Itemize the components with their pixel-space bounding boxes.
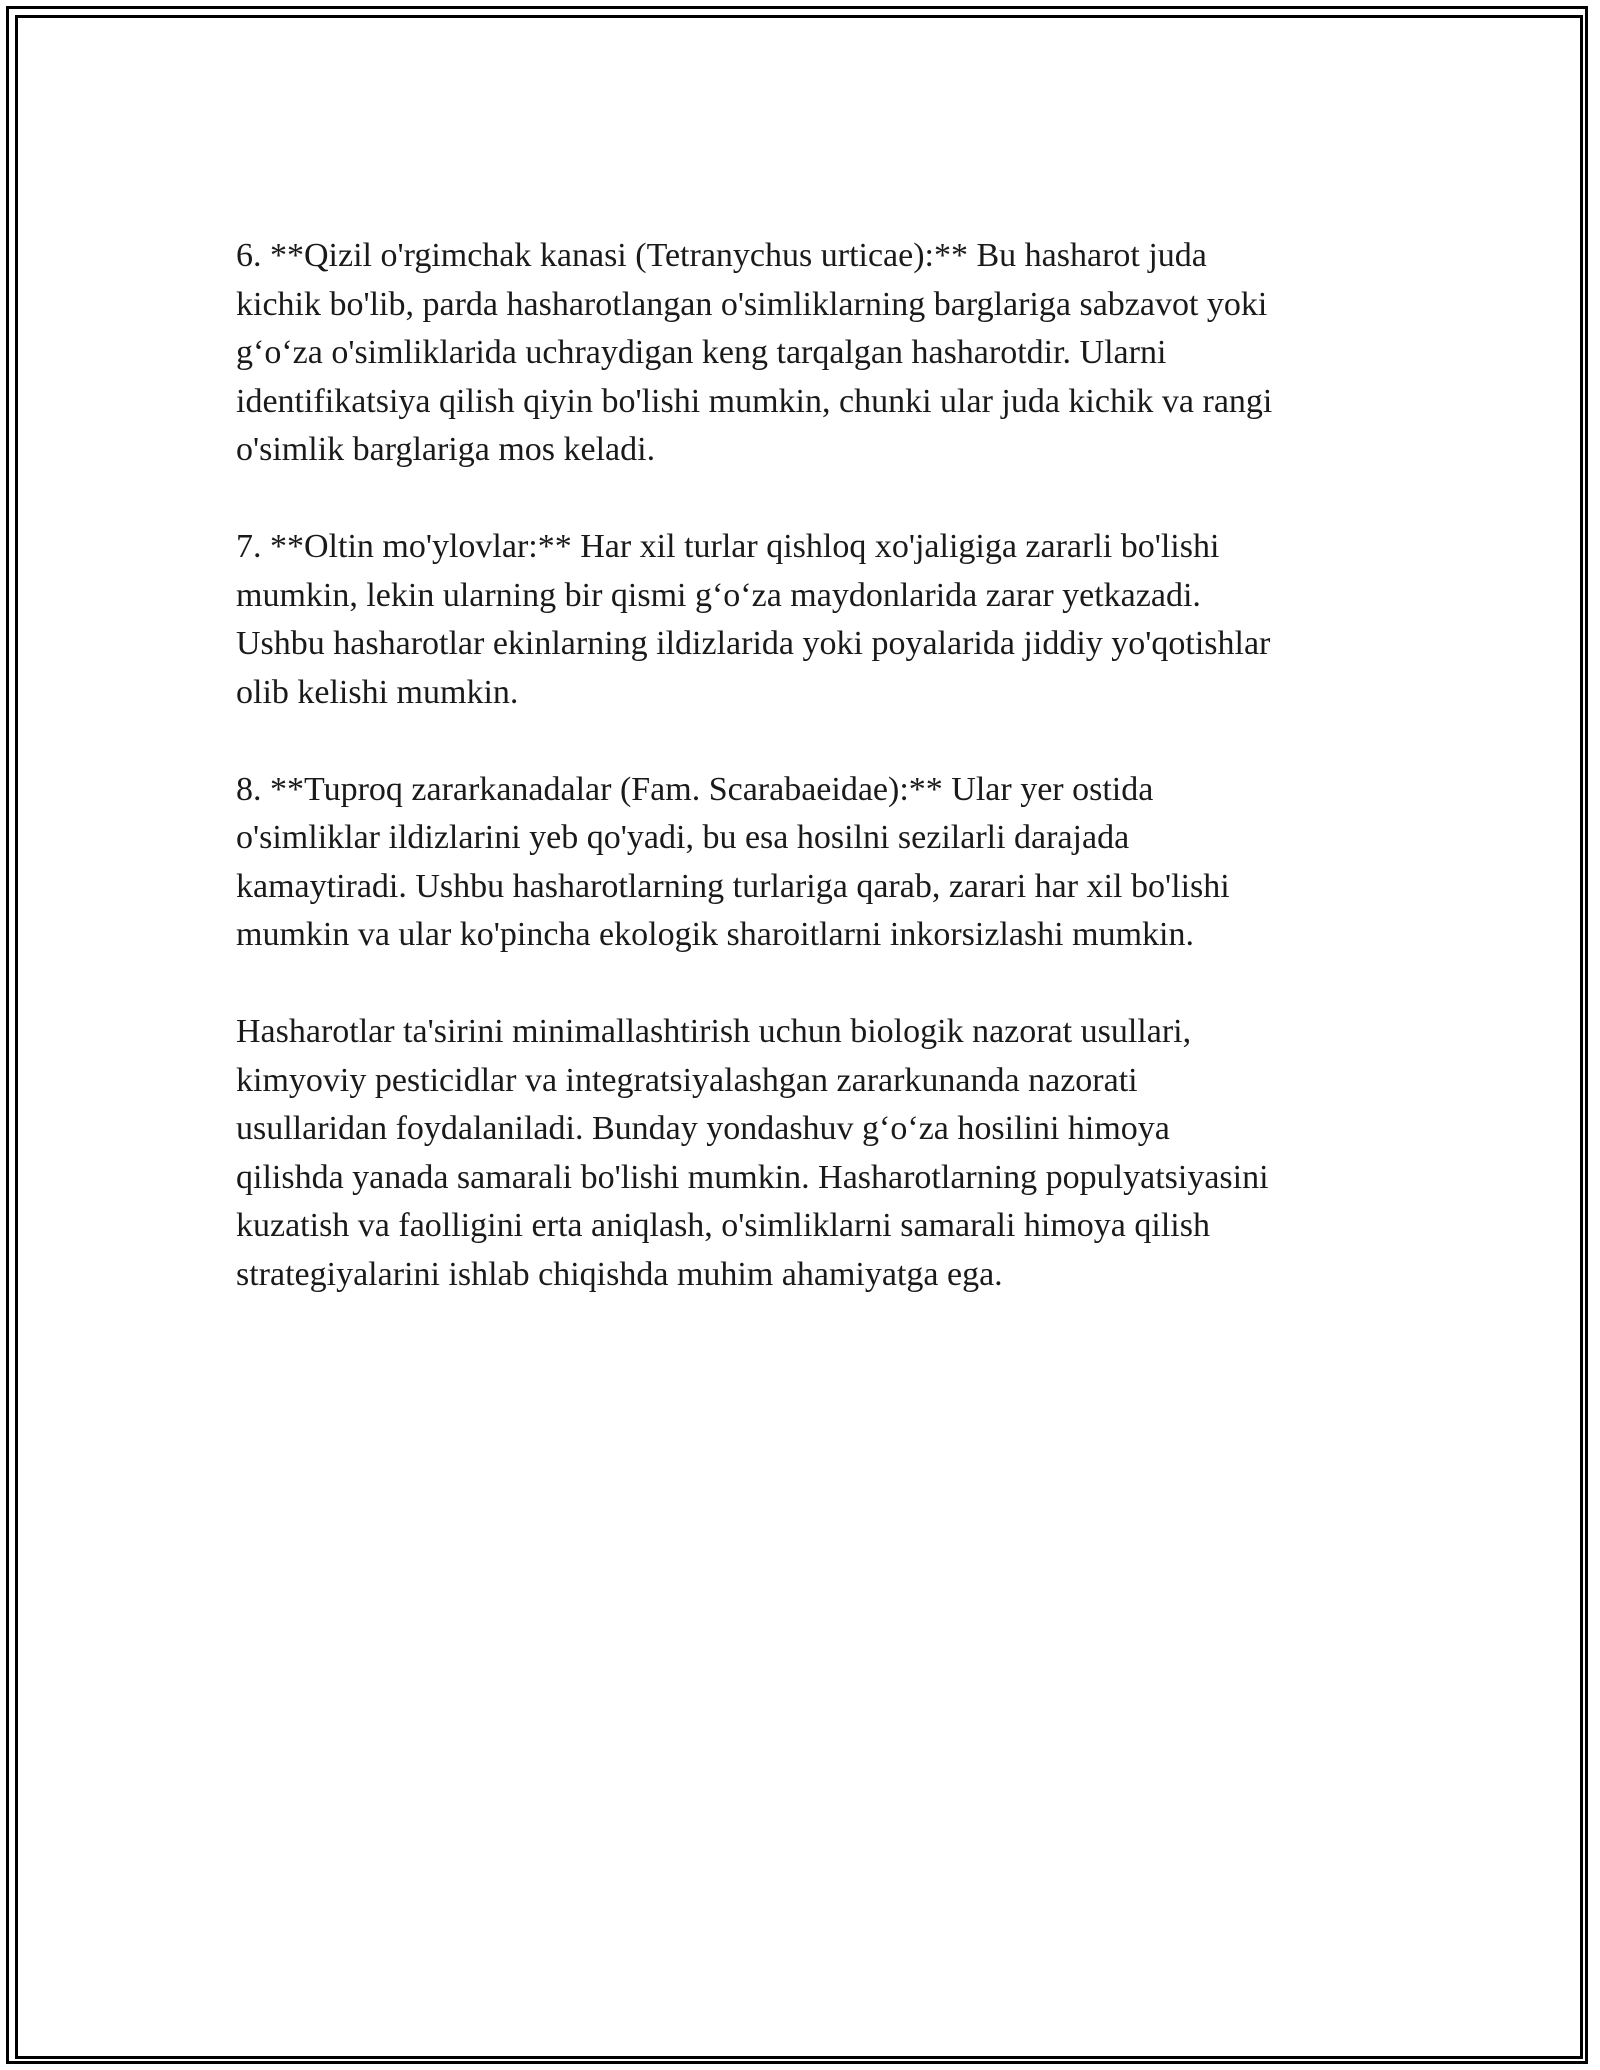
paragraph-soil-pests: 8. **Tuproq zararkanadalar (Fam. Scarabaeidae):** Ular yer ostida o'simliklar ildizlarini yeb qo'yadi, bu esa hosilni sezilarli darajada kamaytiradi. Ushbu hasharotlarning turlariga qarab, zarari har xil bo'lishi mumkin va ular ko'pincha ekologik sharoitlarni inkorsizlashi mumkin. [236,770,1230,953]
paragraph-spider-mite: 6. **Qizil o'rgimchak kanasi (Tetranychus urticae):** Bu hasharot juda kichik bo'lib, parda hasharotlangan o'simliklarning barglariga sabzavot yoki g‘o‘za o'simliklarida uchraydigan keng tarqalgan hasharotdir. Ularni identifikatsiya qilish qiyin bo'lishi mumkin, chunki ular juda kichik va rangi o'simlik barglariga mos keladi. [236,237,1273,468]
document-body [236,232,1376,1348]
paragraph-golden-beetles: 7. **Oltin mo'ylovlar:** Har xil turlar qishloq xo'jaligiga zararli bo'lishi mumkin, lekin ularning bir qismi g‘o‘za maydonlarida zarar yetkazadi. Ushbu hasharotlar ekinlarning ildizlarida yoki poyalarida jiddiy yo'qotishlar olib kelishi mumkin. [236,528,1271,711]
paragraph-pest-control-summary: Hasharotlar ta'sirini minimallashtirish uchun biologik nazorat usullari, kimyoviy pesticidlar va integratsiyalashgan zararkunanda nazorati usullaridan foydalaniladi. Bunday yondashuv g‘o‘za hosilini himoya qilishda yanada samarali bo'lishi mumkin. Hasharotlarning populyatsiyasini kuzatish va faolligini erta aniqlash, o'simliklarni samarali himoya qilish strategiyalarini ishlab chiqishda muhim ahamiyatga ega. [236,1013,1269,1293]
